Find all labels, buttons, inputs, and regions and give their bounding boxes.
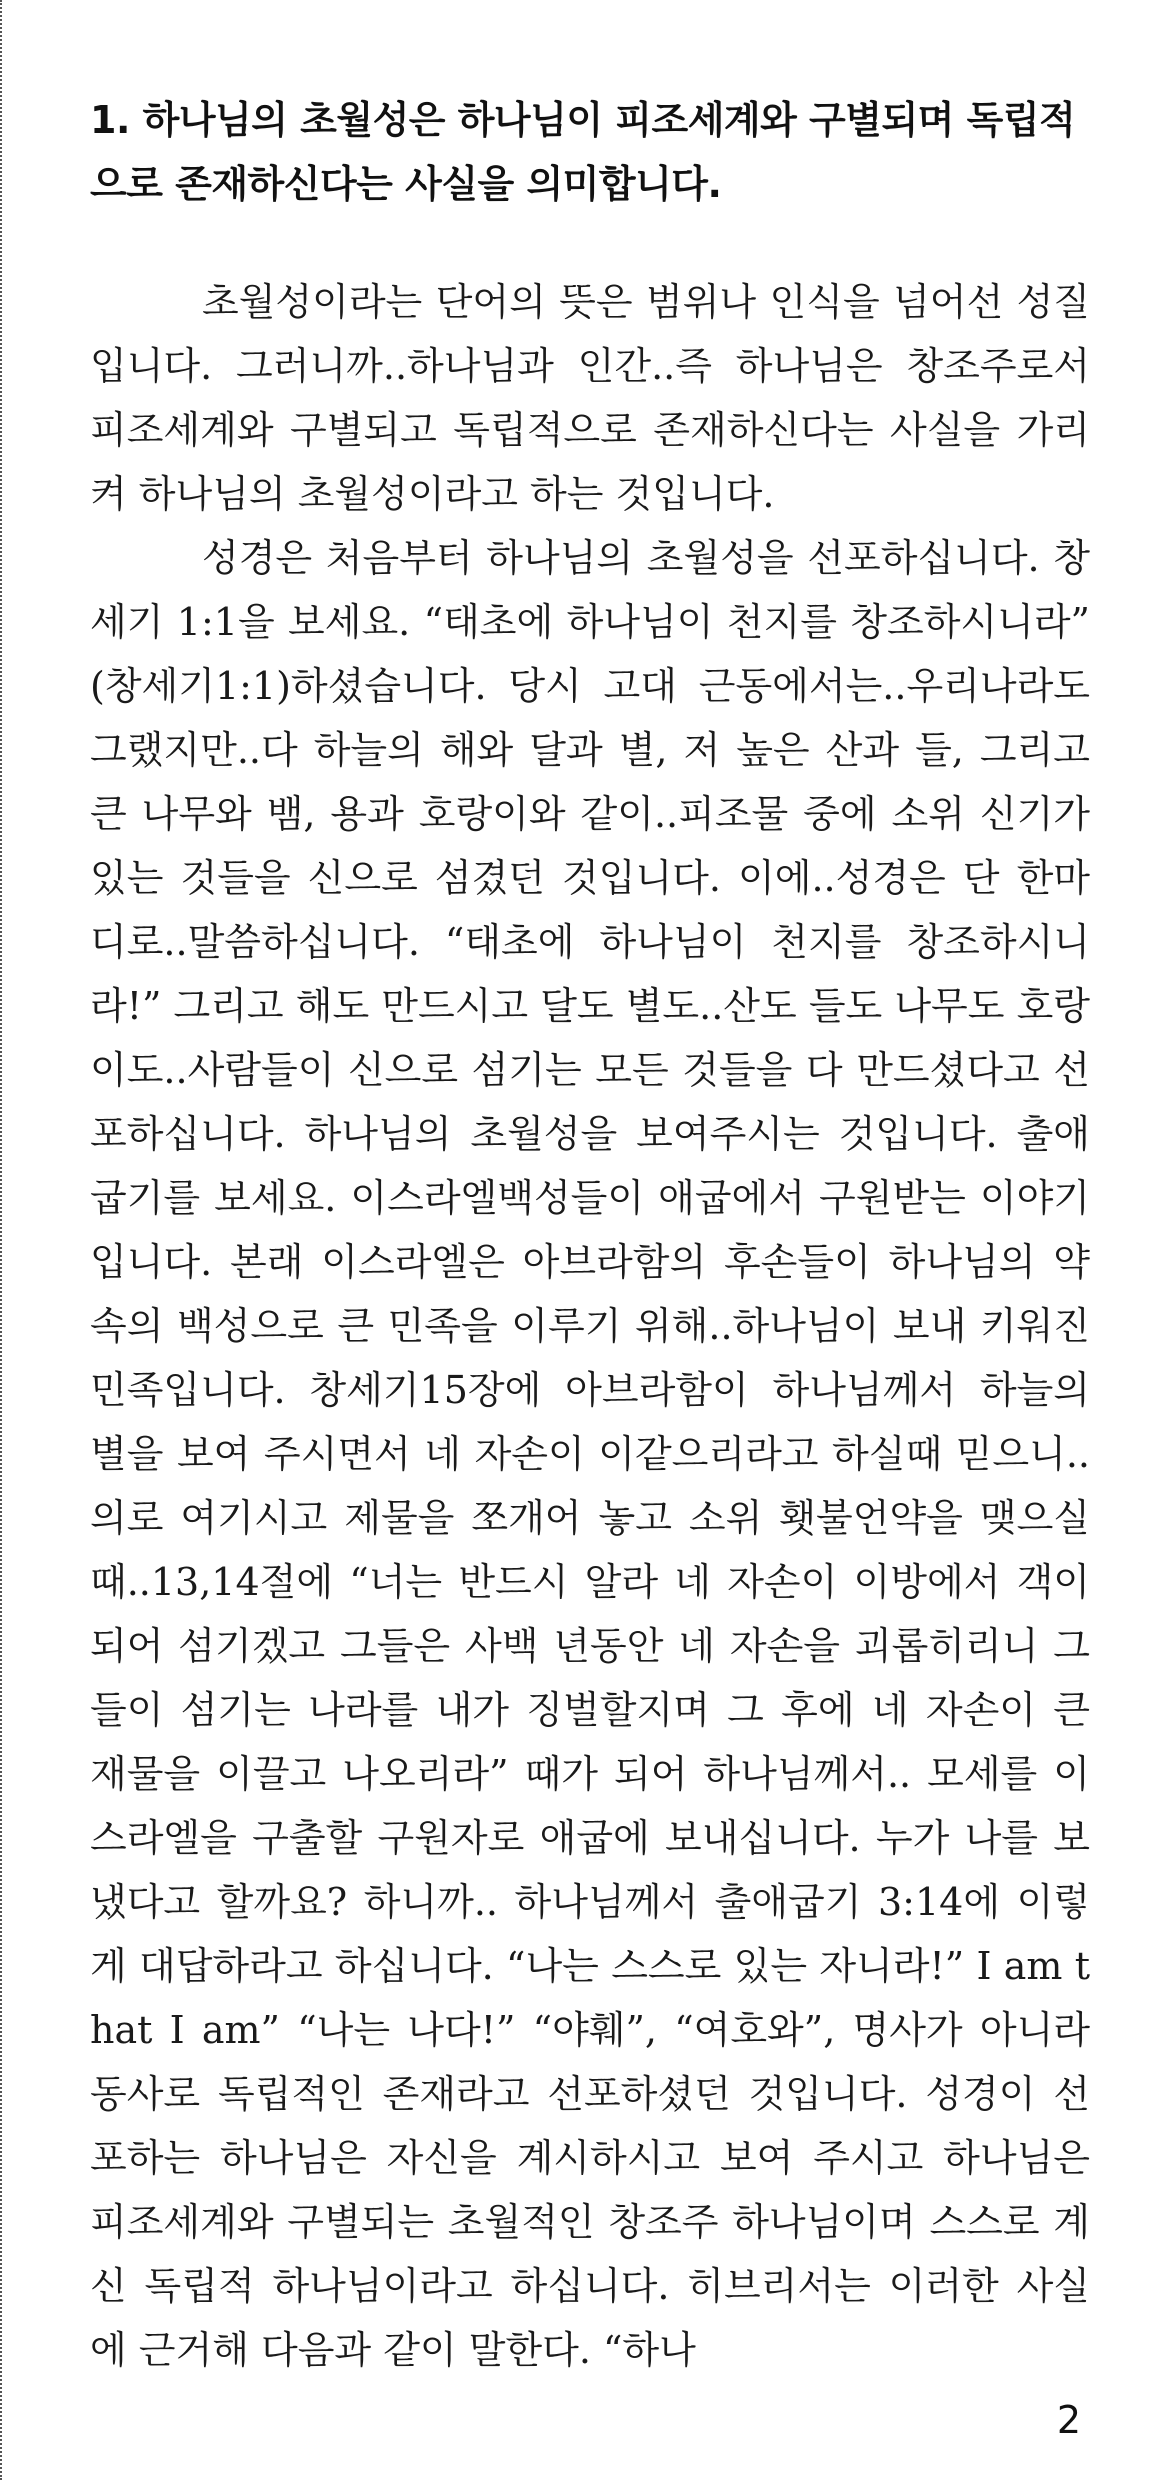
paragraph-intro: 초월성이라는 단어의 뜻은 범위나 인식을 넘어선 성질입니다. 그러니까..하나님과 인간..즉 하나님은 창조주로서 피조세계와 구별되고 독립적으로 존재하신다는 사실을 가리켜 하나님의 초월성이라고 하는 것입니다. (90, 280, 1090, 516)
paragraph-scripture: 성경은 처음부터 하나님의 초월성을 선포하십니다. 창세기 1:1을 보세요. “태초에 하나님이 천지를 창조하시니라” (창세기1:1)하셨습니다. 당시 고대 근동에서는..우리나라도 그랬지만..다 하늘의 해와 달과 별, 저 높은 산과 들, 그리고 큰 나무와 뱀, 용과 호랑이와 같이..피조물 중에 소위 신기가 있는 것들을 신으로 섬겼던 것입니다. 이에..성경은 단 한마디로..말씀하십니다. “태초에 하나님이 천지를 창조하시니라!” 그리고 해도 만드시고 달도 별도..산도 들도 나무도 호랑이도..사람들이 신으로 섬기는 모든 것들을 다 만드셨다고 선포하십니다. 하나님의 초월성을 보여주시는 것입니다. 출애굽기를 보세요. 이스라엘백성들이 애굽에서 구원받는 이야기입니다. 본래 이스라엘은 아브라함의 후손들이 하나님의 약속의 백성으로 큰 민족을 이루기 위해..하나님이 보내 키워진 민족입니다. 창세기15장에 아브라함이 하나님께서 하늘의 별을 보여 주시면서 네 자손이 이같으리라고 하실때 믿으니..의로 여기시고 제물을 쪼개어 놓고 소위 횃불언약을 맺으실 때..13,14절에 “너는 반드시 알라 네 자손이 이방에서 객이 되어 섬기겠고 그들은 사백 년동안 네 자손을 괴롭히리니 그들이 섬기는 나라를 내가 징벌할지며 그 후에 네 자손이 큰 재물을 이끌고 나오리라” 때가 되어 하나님께서.. 모세를 이스라엘을 구출할 구원자로 애굽에 보내십니다. 누가 나를 보냈다고 할까요? 하니까.. 하나님께서 출애굽기 3:14에 이렇게 대답하라고 하십니다. “나는 스스로 있는 자니라!” I am that I am” “나는 나다!” “야훼”, “여호와”, 명사가 아니라 동사로 독립적인 존재라고 선포하셨던 것입니다. 성경이 선포하는 하나님은 자신을 계시하시고 보여 주시고 하나님은 피조세계와 구별되는 초월적인 창조주 하나님이며 스스로 계신 독립적 하나님이라고 하십니다. 히브리서는 이러한 사실에 근거해 다음과 같이 말한다. “하나 (90, 536, 1090, 2372)
section-heading: 1. 하나님의 초월성은 하나님이 피조세계와 구별되며 독립적으로 존재하신다는 사실을 의미합니다. (90, 98, 1076, 206)
left-dotted-margin-rule (0, 0, 2, 2480)
page-number: 2 (1056, 2398, 1081, 2442)
body-text (90, 270, 1090, 2382)
